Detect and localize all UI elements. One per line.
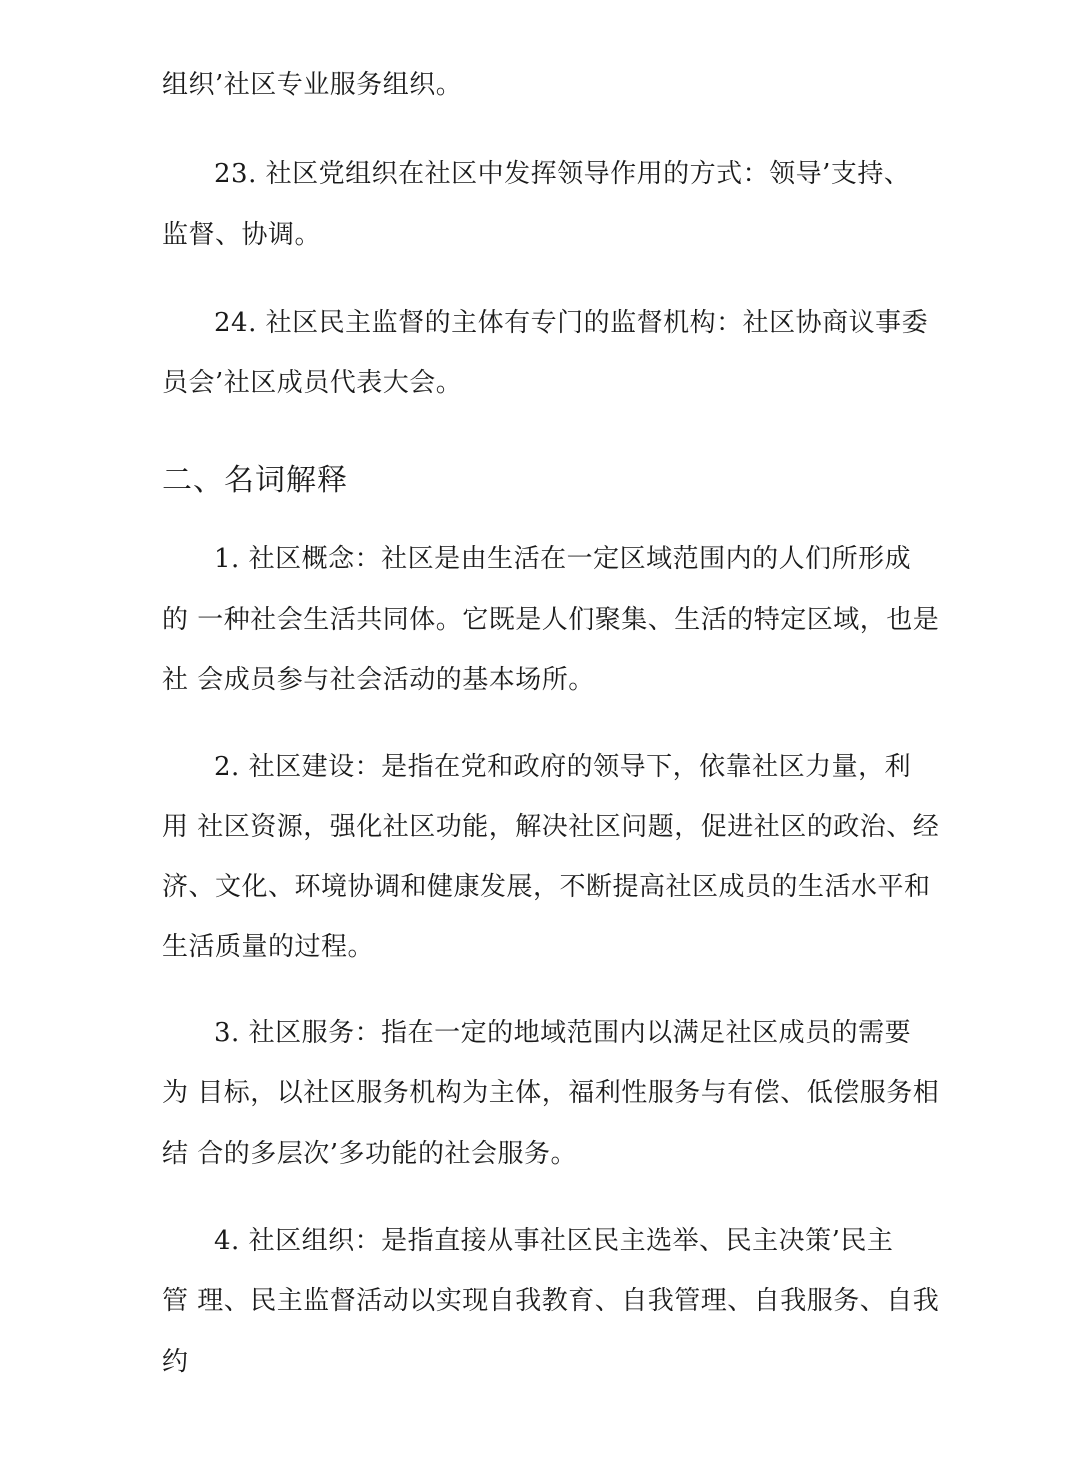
definition-2-line-2: 用 社区资源，强化社区功能，解决社区问题，促进社区的政治、经 bbox=[162, 812, 940, 842]
definition-2-line-1: 2. 社区建设：是指在党和政府的领导下，依靠社区力量，利 bbox=[214, 752, 912, 782]
definition-1-line-1: 1. 社区概念：社区是由生活在一定区域范围内的人们所形成 bbox=[214, 544, 912, 574]
definition-4-line-1: 4. 社区组织：是指直接从事社区民主选举、民主决策’民主 bbox=[214, 1226, 894, 1256]
definition-4-line-3: 约 bbox=[162, 1347, 189, 1377]
definition-2-line-3: 济、文化、环境协调和健康发展，不断提高社区成员的生活水平和 bbox=[162, 872, 931, 902]
definition-3-line-2: 为 目标，以社区服务机构为主体，福利性服务与有偿、低偿服务相 bbox=[162, 1078, 940, 1108]
list-item-24-line-2: 员会’社区成员代表大会。 bbox=[162, 368, 463, 398]
list-item-23-line-2: 监督、协调。 bbox=[162, 220, 322, 250]
definition-1-line-3: 社 会成员参与社会活动的基本场所。 bbox=[162, 665, 595, 695]
text-line: 组织’社区专业服务组织。 bbox=[162, 70, 463, 100]
definition-2-line-4: 生活质量的过程。 bbox=[162, 932, 375, 962]
section-heading: 二、名词解释 bbox=[162, 463, 348, 498]
definition-3-line-1: 3. 社区服务：指在一定的地域范围内以满足社区成员的需要 bbox=[214, 1018, 912, 1048]
list-item-24-line-1: 24. 社区民主监督的主体有专门的监督机构：社区协商议事委 bbox=[214, 308, 929, 338]
list-item-23-line-1: 23. 社区党组织在社区中发挥领导作用的方式：领导’支持、 bbox=[214, 159, 911, 189]
definition-1-line-2: 的 一种社会生活共同体。它既是人们聚集、生活的特定区域，也是 bbox=[162, 605, 940, 635]
definition-4-line-2: 管 理、民主监督活动以实现自我教育、自我管理、自我服务、自我 bbox=[162, 1286, 940, 1316]
definition-3-line-3: 结 合的多层次’多功能的社会服务。 bbox=[162, 1139, 578, 1169]
